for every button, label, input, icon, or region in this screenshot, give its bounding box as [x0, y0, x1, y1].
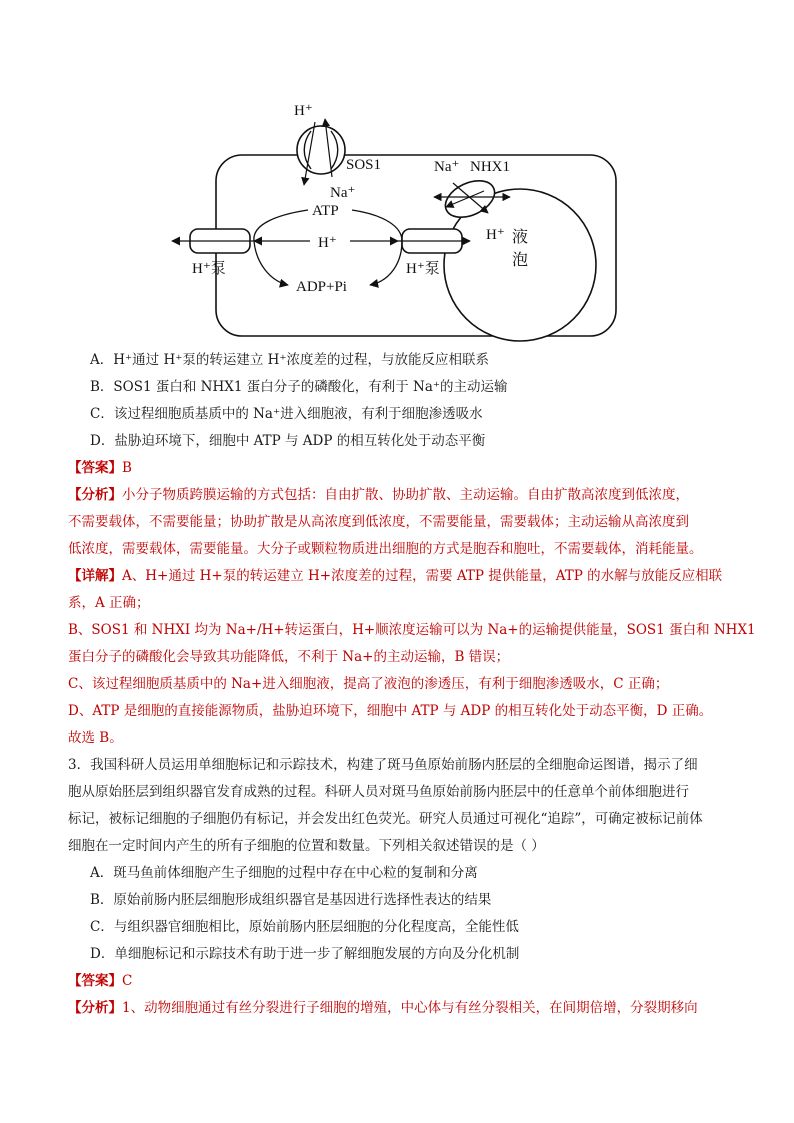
answer-tag: 【答案】	[68, 460, 122, 476]
answer-value: C	[122, 973, 133, 989]
q2-option-a: A．H⁺通过 H⁺泵的转运建立 H⁺浓度差的过程，与放能反应相联系	[90, 352, 490, 368]
q2-detail-line: B、SOS1 和 NHXI 均为 Na+/H+转运蛋白，H+顺浓度运输可以为 Na+的运输提供能量，SOS1 蛋白和 NHX1	[68, 622, 756, 638]
q3-stem-line: 3．我国科研人员运用单细胞标记和示踪技术，构建了斑马鱼原始前肠内胚层的全细胞命运图谱，揭示了细	[68, 757, 698, 773]
q3-stem-line: 胞从原始胚层到组织器官发育成熟的过程。科研人员对斑马鱼原始前肠内胚层中的任意单个前体细胞进行	[68, 784, 689, 800]
document-body	[68, 347, 756, 1022]
q3-analysis-line	[68, 995, 732, 1022]
q2-option-c: C．该过程细胞质基质中的 Na⁺进入细胞液，有利于细胞渗透吸水	[90, 406, 483, 422]
analysis-tag: 【分析】	[68, 1000, 122, 1016]
label-h-vacuole: H⁺	[486, 227, 505, 243]
q2-detail-line	[68, 563, 732, 590]
q3-option-a: A．斑马鱼前体细胞产生子细胞的过程中存在中心粒的复制和分离	[90, 865, 478, 881]
detail-tag: 【详解】	[68, 568, 122, 584]
answer-tag: 【答案】	[68, 973, 122, 989]
q2-detail-line: 系，A 正确；	[68, 595, 150, 611]
q2-detail-line: C、该过程细胞质基质中的 Na+进入细胞液，提高了液泡的渗透压，有利于细胞渗透吸水，C 正确；	[68, 676, 669, 692]
q3-option-b: B．原始前肠内胚层细胞形成组织器官是基因进行选择性表达的结果	[90, 892, 492, 908]
q2-analysis-line	[68, 482, 732, 509]
q2-option-d: D．盐胁迫环境下，细胞中 ATP 与 ADP 的相互转化处于动态平衡	[90, 433, 486, 449]
q3-stem-line: 细胞在一定时间内产生的所有子细胞的位置和数量。下列相关叙述错误的是（ ）	[68, 838, 545, 854]
label-nhx1: NHX1	[470, 159, 510, 175]
membrane-transport-diagram	[170, 95, 640, 345]
detail-text: A、H+通过 H+泵的转运建立 H+浓度差的过程，需要 ATP 提供能量，ATP 的水解与放能反应相联	[122, 568, 723, 584]
q3-stem-line: 标记，被标记细胞的子细胞仍有标记，并会发出红色荧光。研究人员通过可视化“追踪”，可确定被标记前体	[68, 811, 703, 827]
label-h-top: H⁺	[294, 103, 313, 119]
q3-answer	[68, 968, 732, 995]
q2-analysis-line: 不需要载体，不需要能量；协助扩散是从高浓度到低浓度，不需要能量，需要载体；主动运输从高浓度到	[68, 514, 689, 530]
q3-option-c: C．与组织器官细胞相比，原始前肠内胚层细胞的分化程度高，全能性低	[90, 919, 519, 935]
analysis-tag: 【分析】	[68, 487, 122, 503]
analysis-text: 1、动物细胞通过有丝分裂进行子细胞的增殖，中心体与有丝分裂相关，在间期倍增，分裂期移向	[122, 1000, 698, 1016]
label-h-center: H⁺	[318, 235, 337, 251]
label-sos1: SOS1	[346, 157, 382, 173]
label-vacuole-1: 液	[512, 229, 529, 246]
q2-analysis-line: 低浓度，需要载体，需要能量。大分子或颗粒物质进出细胞的方式是胞吞和胞吐，不需要载体，消耗能量。	[68, 541, 703, 557]
label-h-pump-left: H⁺泵	[192, 261, 226, 277]
q2-option-b: B．SOS1 蛋白和 NHX1 蛋白分子的磷酸化，有利于 Na⁺的主动运输	[90, 379, 508, 395]
label-atp: ATP	[312, 203, 339, 219]
sos1-transporter	[297, 119, 345, 185]
analysis-text: 小分子物质跨膜运输的方式包括：自由扩散、协助扩散、主动运输。自由扩散高浓度到低浓度，	[122, 487, 689, 503]
q2-detail-line: 蛋白分子的磷酸化会导致其功能降低，不利于 Na+的主动运输，B 错误；	[68, 649, 510, 665]
q2-detail-line: D、ATP 是细胞的直接能源物质，盐胁迫环境下，细胞中 ATP 与 ADP 的相互转化处于动态平衡，D 正确。	[68, 703, 713, 719]
q2-answer	[68, 455, 732, 482]
label-na-sos1: Na⁺	[330, 185, 356, 201]
label-h-pump-right: H⁺泵	[406, 261, 440, 277]
label-na-nhx1: Na⁺	[434, 159, 460, 175]
q2-detail-line: 故选 B。	[68, 730, 123, 746]
q3-option-d: D．单细胞标记和示踪技术有助于进一步了解细胞发展的方向及分化机制	[90, 946, 520, 962]
label-adp-pi: ADP+Pi	[296, 279, 347, 295]
label-vacuole-2: 泡	[512, 252, 529, 269]
answer-value: B	[122, 460, 132, 476]
